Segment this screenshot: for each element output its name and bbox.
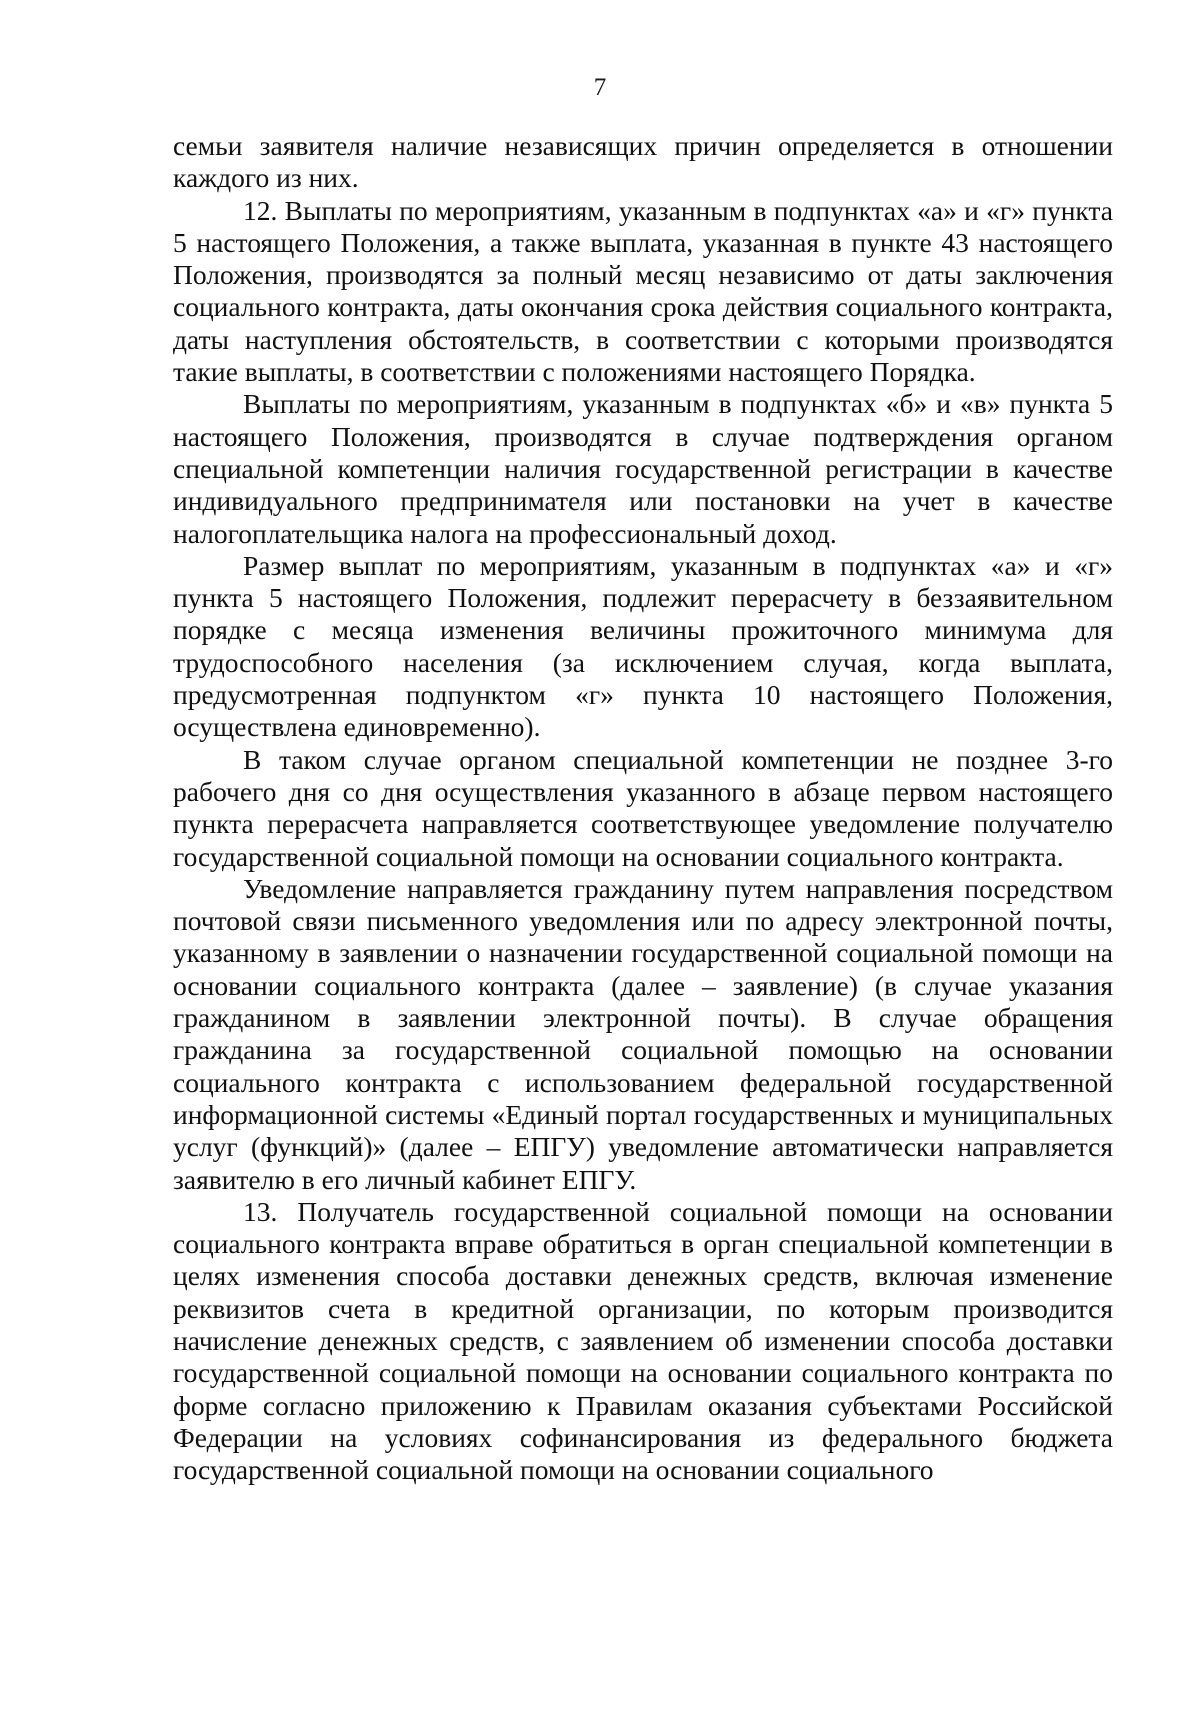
paragraph-item-12: 12. Выплаты по мероприятиям, указанным в подпунктах «а» и «г» пункта 5 настоящего Положения, а также выплата, указанная в пункте 43 настоящего Положения, производятся за полный месяц независимо от даты заключения социального контракта, даты окончания срока действия социального контракта, даты наступления обстоятельств, в соответствии с которыми производятся такие выплаты, в соответствии с положениями настоящего Порядка. xyxy=(173,194,1113,388)
paragraph-item-13: 13. Получатель государственной социальной помощи на основании социального контракта вправе обратиться в орган специальной компетенции в целях изменения способа доставки денежных средств, включая изменение реквизитов счета в кредитной организации, по которым производится начисление денежных средств, с заявлением об изменении способа доставки государственной социальной помощи на основании социального контракта по форме согласно приложению к Правилам оказания субъектами Российской Федерации на условиях софинансирования из федерального бюджета государственной социальной помощи на основании социального xyxy=(173,1195,1113,1486)
document-body xyxy=(173,130,1113,1486)
paragraph-continuation: семьи заявителя наличие независящих причин определяется в отношении каждого из них. xyxy=(173,130,1113,194)
paragraph-payments-b-v: Выплаты по мероприятиям, указанным в подпунктах «б» и «в» пункта 5 настоящего Положения, производятся в случае подтверждения органом специальной компетенции наличия государственной регистрации в качестве индивидуального предпринимателя или постановки на учет в качестве налогоплательщика налога на профессиональный доход. xyxy=(173,388,1113,549)
page-number: 7 xyxy=(593,74,607,101)
paragraph-notification-deadline: В таком случае органом специальной компетенции не позднее 3-го рабочего дня со дня осуществления указанного в абзаце первом настоящего пункта перерасчета направляется соответствующее уведомление получателю государственной социальной помощи на основании социального контракта. xyxy=(173,743,1113,872)
paragraph-notification-method: Уведомление направляется гражданину путем направления посредством почтовой связи письменного уведомления или по адресу электронной почты, указанному в заявлении о назначении государственной социальной помощи на основании социального контракта (далее – заявление) (в случае указания гражданином в заявлении электронной почты). В случае обращения гражданина за государственной социальной помощью на основании социального контракта с использованием федеральной государственной информационной системы «Единый портал государственных и муниципальных услуг (функций)» (далее – ЕПГУ) уведомление автоматически направляется заявителю в его личный кабинет ЕПГУ. xyxy=(173,872,1113,1195)
paragraph-recalculation: Размер выплат по мероприятиям, указанным в подпунктах «а» и «г» пункта 5 настоящего Положения, подлежит перерасчету в беззаявительном порядке с месяца изменения величины прожиточного минимума для трудоспособного населения (за исключением случая, когда выплата, предусмотренная подпунктом «г» пункта 10 настоящего Положения, осуществлена единовременно). xyxy=(173,549,1113,743)
